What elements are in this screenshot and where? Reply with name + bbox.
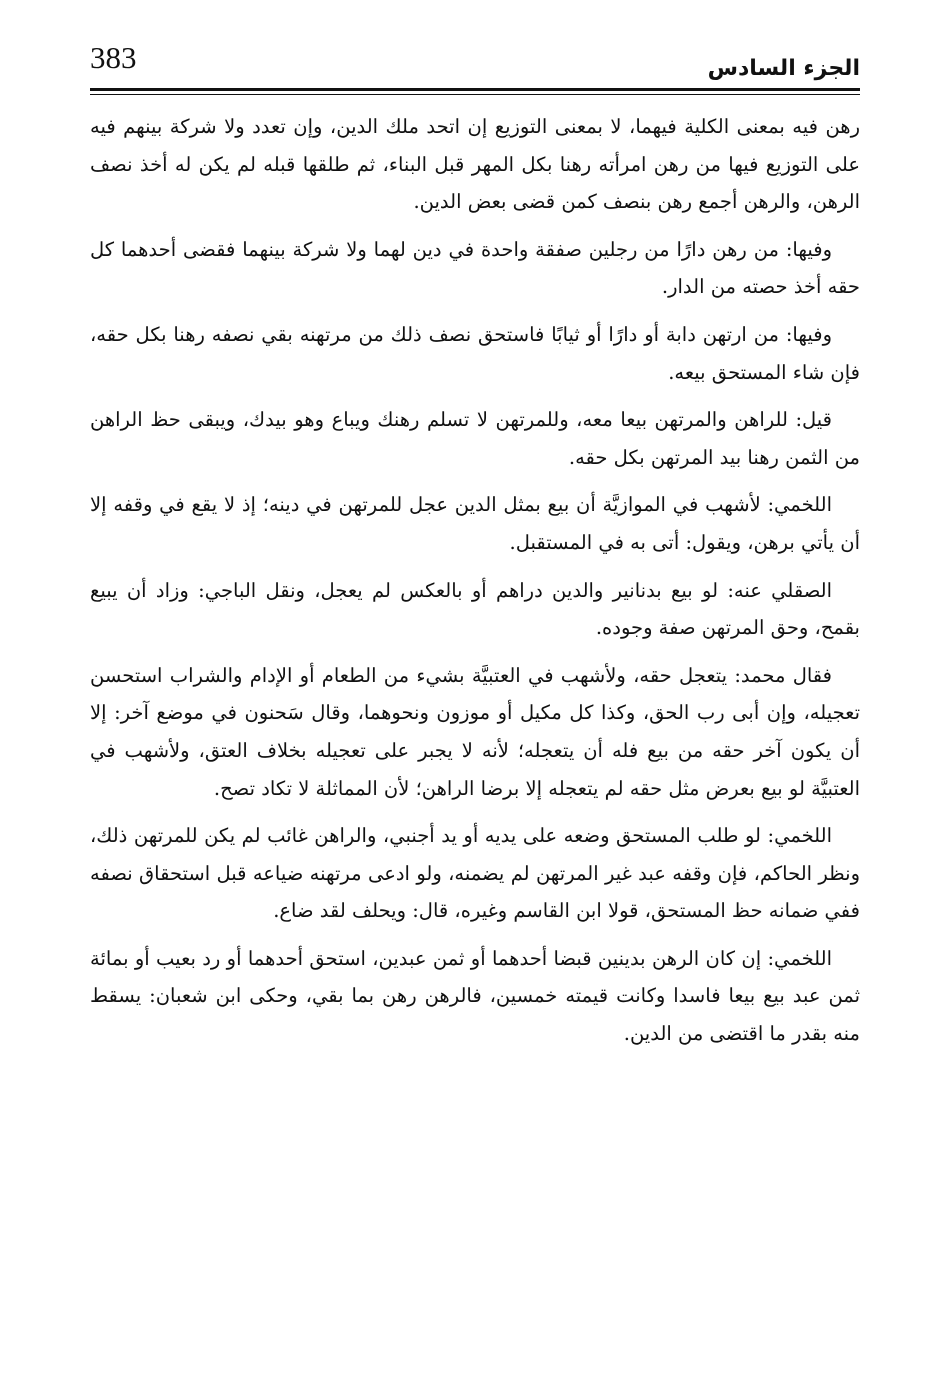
header-rule-thin [90, 94, 860, 95]
paragraph-1: رهن فيه بمعنى الكلية فيهما، لا بمعنى التوزيع إن اتحد ملك الدين، وإن تعدد ولا شركة بينهم فيه على التوزيع فيها من رهن امرأته رهنا بكل المهر قبل البناء، ثم طلقها قبله لم يكن له أخذ نصف الرهن، والرهن أجمع رهن بنصف كمن قضى بعض الدين. [90, 115, 860, 214]
paragraph-4: قيل: للراهن والمرتهن بيعا معه، وللمرتهن لا تسلم رهنك ويباع وهو بيدك، ويبقى حظ الراهن من الثمن رهنا بيد المرتهن بكل حقه. [90, 408, 860, 469]
paragraph-8: اللخمي: لو طلب المستحق وضعه على يديه أو يد أجنبي، والراهن غائب لم يكن للمرتهن ذلك، ونظر الحاكم، فإن وقفه عبد غير المرتهن لم يضمنه، ولو ادعى مرتهنه ضياعه قبل استحقاق نصفه ففي ضمانه حظ المستحق، قولا ابن القاسم وغيره، قال: ويحلف لقد ضاع. [90, 824, 860, 923]
paragraph-3: وفيها: من ارتهن دابة أو دارًا أو ثيابًا فاستحق نصف ذلك من مرتهنه بقي نصفه رهنا بكل حقه، فإن شاء المستحق بيعه. [90, 322, 860, 384]
paragraph-9: اللخمي: إن كان الرهن بدينين قبضا أحدهما أو ثمن عبدين، استحق أحدهما أو رد بعيب أو بمائة ثمن عبد بيع بيعا فاسدا وكانت قيمته خمسين، فالرهن رهن بما بقي، وحكى ابن شعبان: يسقط منه بقدر ما اقتضى من الدين. [90, 946, 860, 1046]
paragraph-7: فقال محمد: يتعجل حقه، ولأشهب في العتبيَّة بشيء من الطعام أو الإدام والشراب استحسن تعجيله، وإن أبى رب الحق، وكذا كل مكيل أو موزون ونحوهما، وقال سَحنون في موضع آخر: إلا أن يكون آخر حقه من بيع فله أن يتعجله؛ لأنه لا يجبر على تعجيله بخلاف العتق، ولأشهب في العتبيَّة لو بيع بعرض مثل حقه لم يتعجله إلا برضا الراهن؛ لأن المماثلة لا تكاد تصح. [90, 663, 860, 800]
header-rule-thick [90, 88, 860, 91]
paragraph-6: الصقلي عنه: لو بيع بدنانير والدين دراهم أو بالعكس لم يعجل، ونقل الباجي: وزاد أن يبيع بقمح، وحق المرتهن صفة وجوده. [90, 578, 860, 640]
page-number: 383 [90, 40, 137, 75]
body-text [90, 108, 860, 1053]
document-page [90, 38, 860, 1338]
paragraph-5: اللخمي: لأشهب في الموازيَّة أن بيع بمثل الدين عجل للمرتهن في دينه؛ إذ لا يقع في وقفه إلا أن يأتي برهن، ويقول: أتى به في المستقبل. [90, 493, 860, 554]
paragraph-2: وفيها: من رهن دارًا من رجلين صفقة واحدة في دين لهما ولا شركة بينهما فقضى أحدهما كل حقه أخذ حصته من الدار. [90, 237, 860, 299]
page-header [90, 38, 860, 100]
running-title: الجزء السادس [707, 56, 860, 81]
